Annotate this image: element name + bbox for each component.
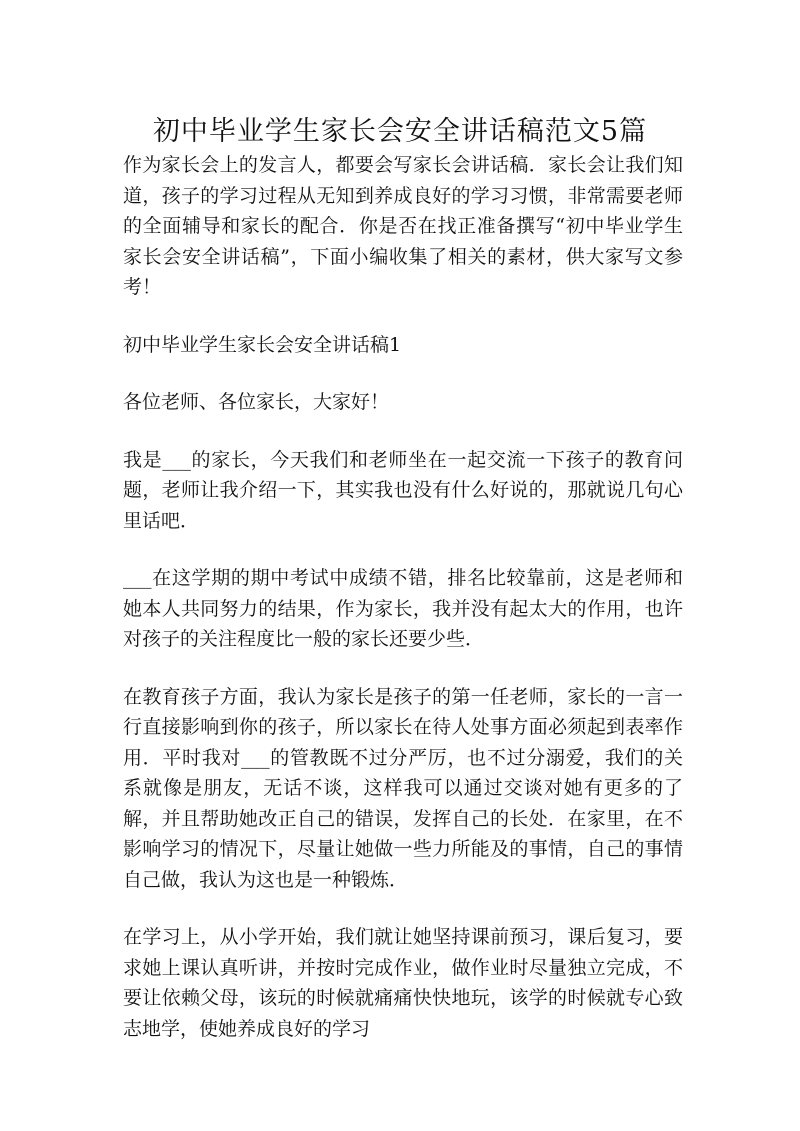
body-paragraph: 我是___的家长，今天我们和老师坐在一起交流一下孩子的教育问题，老师让我介绍一下，其实我也没有什么好说的，那就说几句心里话吧．	[123, 448, 683, 532]
intro-paragraph: 作为家长会上的发言人，都要会写家长会讲话稿．家长会让我们知道，孩子的学习过程从无知到养成良好的学习习惯，非常需要老师的全面辅导和家长的配合．你是否在找正准备撰写“初中毕业学生家长会安全讲话稿”，下面小编收集了相关的素材，供大家写文参考！	[123, 154, 683, 298]
document-title: 初中毕业学生家长会安全讲话稿范文5篇	[152, 116, 648, 147]
document-body	[123, 150, 683, 1071]
section-heading: 初中毕业学生家长会安全讲话稿1	[123, 333, 402, 356]
greeting-paragraph: 各位老师、各位家长，大家好！	[123, 391, 390, 413]
body-paragraph: 在学习上，从小学开始，我们就让她坚持课前预习，课后复习，要求她上课认真听讲，并按时完成作业，做作业时尽量独立完成，不要让依赖父母，该玩的时候就痛痛快快地玩，该学的时候就专心致志地学，使她养成良好的学习	[123, 926, 683, 1040]
body-paragraph: ___在这学期的期中考试中成绩不错，排名比较靠前，这是老师和她本人共同努力的结果，作为家长，我并没有起太大的作用，也许对孩子的关注程度比一般的家长还要少些．	[123, 567, 683, 650]
body-paragraph: 在教育孩子方面，我认为家长是孩子的第一任老师，家长的一言一行直接影响到你的孩子，所以家长在待人处事方面必须起到表率作用．平时我对___的管教既不过分严厉，也不过分溺爱，我们的关系就像是朋友，无话不谈，这样我可以通过交谈对她有更多的了解，并且帮助她改正自己的错误，发挥自己的长处．在家里，在不影响学习的情况下，尽量让她做一些力所能及的事情，自己的事情自己做，我认为这也是一种锻炼．	[123, 685, 683, 891]
